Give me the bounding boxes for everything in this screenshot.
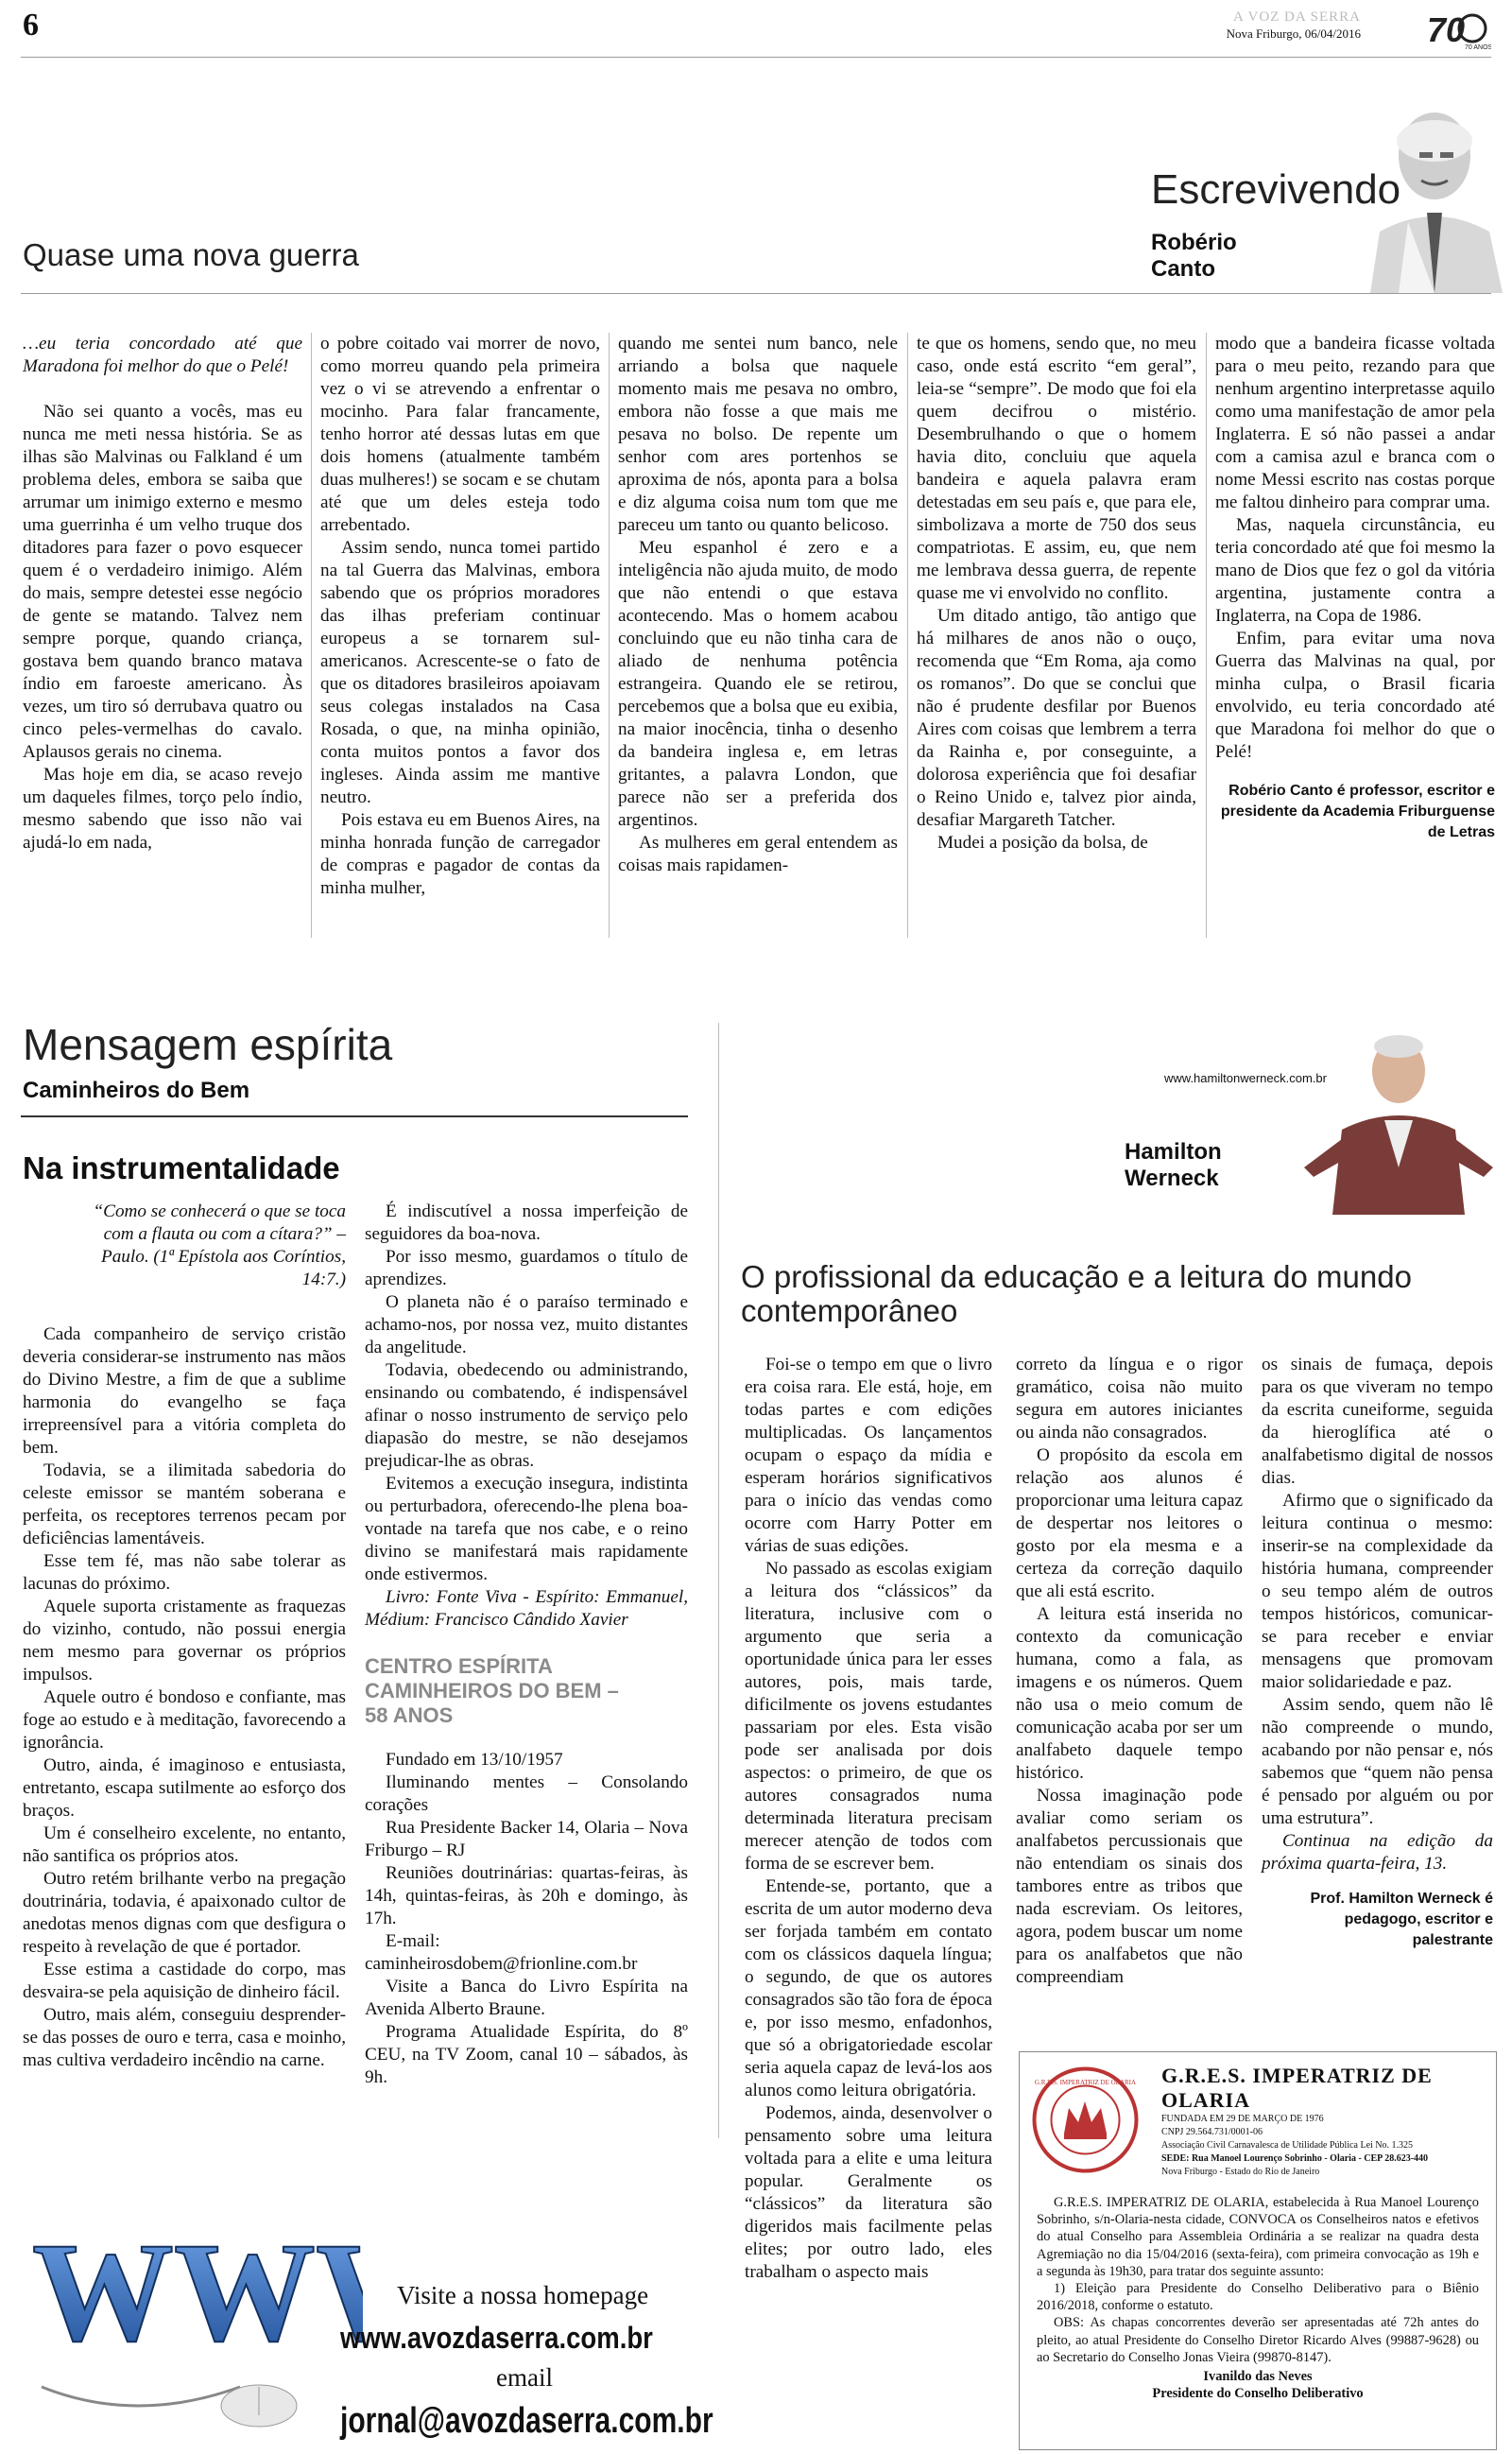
- paragraph: Não sei quanto a vocês, mas eu nunca me meti nessa história. Se as ilhas são Malvinas ou Falkland é um problema deles, embora se saiba que arrumar um inimigo externo e mesmo uma guerrinha é um velho truque dos ditadores para fazer o povo esquecer quem é o verdadeiro inimigo. Além do mais, sempre detestei esse negócio de gente se matando. Talvez nem sempre porque, quando criança, gostava bem quando branco matava índio em faroeste americano. Às vezes, um tiro só derrubava quatro ou cinco peles-vermelhas do cavalo. Aplausos gerais no cinema.: [23, 402, 302, 762]
- anniversary-logo: [1425, 9, 1491, 51]
- header-rule: [21, 57, 1491, 58]
- paragraph: É indiscutível a nossa imperfeição de seguidores da boa-nova.: [365, 1201, 688, 1244]
- page-number: 6: [23, 8, 39, 43]
- paragraph: Esse estima a castidade do corpo, mas desvaira-se pela aquisição de dinheiro fácil.: [23, 1960, 346, 2002]
- paragraph: Esse tem fé, mas não sabe tolerar as lacunas do próximo.: [23, 1551, 346, 1594]
- section-title-espirita: Mensagem espírita: [23, 1020, 393, 1069]
- educacao-column-2: [1016, 1354, 1243, 1989]
- www-art-text: WW: [32, 2214, 316, 2371]
- center-info-line: Visite a Banca do Livro Espírita na Avenida Alberto Braune.: [365, 1977, 688, 2019]
- author-website[interactable]: www.hamiltonwerneck.com.br: [1164, 1071, 1327, 1085]
- escrevendo-column-5: [1215, 333, 1495, 843]
- author-first-name: Hamilton: [1125, 1139, 1222, 1165]
- author-last-name: Werneck: [1125, 1166, 1219, 1191]
- newspaper-email[interactable]: jornal@avozdaserra.com.br: [340, 2401, 713, 2441]
- notice-text: [1037, 2194, 1479, 2402]
- author-name: [1151, 230, 1237, 283]
- espirita-column-2: [365, 1201, 688, 2089]
- paragraph: os sinais de fumaça, depois para os que viveram no tempo da escrita cuneiforme, seguida da hieroglífica até o analfabetismo digital de nossos dias.: [1262, 1355, 1493, 1488]
- samba-school-seal: [1031, 2065, 1140, 2174]
- author-last-name: Canto: [1151, 256, 1215, 282]
- center-heading: CENTRO ESPÍRITA CAMINHEIROS DO BEM – 58 ANOS: [365, 1654, 619, 1727]
- paragraph: Enfim, para evitar uma nova Guerra das Malvinas na qual, por minha culpa, o Brasil ficaria envolvido, eu teria concordado até que Maradona foi melhor do que o Pelé!: [1215, 629, 1495, 762]
- paragraph: correto da língua e o rigor gramático, coisa não muito segura em autores iniciantes ou ainda não consagrados.: [1016, 1355, 1243, 1443]
- paragraph: No passado as escolas exigiam a leitura dos “clássicos” da literatura, inclusive com o argumento que seria a oportunidade única para ler esses autores, pois, mais tarde, dificilmente os jovens estudantes passariam por eles. Esta visão pode ser analisada por dois aspectos: o primeiro, de que os autores consagrados numa determinada literatura precisam merecer atenção de todos com forma de se escrever bem.: [745, 1559, 992, 1874]
- paper-name: A VOZ DA SERRA: [1233, 9, 1361, 25]
- book-source: Livro: Fonte Viva - Espírito: Emmanuel, Médium: Francisco Cândido Xavier: [365, 1587, 688, 1630]
- paragraph: Cada companheiro de serviço cristão deveria considerar-se instrumento nas mãos do Divino Mestre, a fim de que a sublime harmonia do evangelho se faça irrepreensível para a vitória completa do bem.: [23, 1324, 346, 1458]
- escrevendo-column-4: [917, 333, 1196, 855]
- espirita-column-1: [23, 1201, 346, 2072]
- notice-item: 1) Eleição para Presidente do Conselho Deliberativo para o Biênio 2016/2018, conforme o estatuto.: [1037, 2281, 1479, 2314]
- org-address: SEDE: Rua Manoel Lourenço Sobrinho - Olaria - CEP 28.623-440: [1161, 2153, 1429, 2164]
- paragraph: Mas hoje em dia, se acaso revejo um daqueles filmes, torço pelo índio, mesmo sabendo que isso não vai ajudá-lo em nada,: [23, 765, 302, 853]
- column-separator: [1206, 333, 1207, 938]
- educacao-column-3: [1262, 1354, 1493, 1951]
- notice-body: G.R.E.S. IMPERATRIZ DE OLARIA, estabelecida à Rua Manoel Lourenço Sobrinho, s/n-Olaria-nesta cidade, CONVOCA os Conselheiros natos e efetivos do atual Conselho para Assembleia Ordinária a se realizar na quadra desta Agremiação no dia 15/04/2016 (sexta-feira), com primeira convocação as 19h e a segunda às 19h30, para tratar dos seguinte assunto:: [1037, 2195, 1479, 2279]
- homepage-label: Visite a nossa homepage: [397, 2281, 649, 2309]
- logo-text: 70 ANOS: [1465, 44, 1491, 51]
- org-association: Associação Civil Carnavalesca de Utilidade Pública Lei No. 1.325: [1161, 2140, 1414, 2151]
- svg-text:70: 70: [1427, 10, 1466, 49]
- paragraph: Outro retém brilhante verbo na pregação doutrinária, todavia, é apaixonado cultor de anedotas menos dignas com que desfigura o respeito à revelação de que é portador.: [23, 1869, 346, 1957]
- article-title: Quase uma nova guerra: [23, 237, 359, 272]
- center-info-line: Programa Atualidade Espírita, do 8º CEU, na TV Zoom, canal 10 – sábados, às 9h.: [365, 2022, 688, 2087]
- edition-date: Nova Friburgo, 06/04/2016: [1226, 26, 1361, 41]
- paragraph: Evitemos a execução insegura, indistinta ou perturbadora, oferecendo-lhe plena boa-vontade na tarefa que nos cabe, e o reino divino se manifestará mais rapidamente onde estivermos.: [365, 1474, 688, 1584]
- paragraph: A leitura está inserida no contexto da comunicação humana, como a fala, as imagens e os números. Quem não usa o meio comum de comunicação acaba por ser um analfabeto daquele tempo histórico.: [1016, 1604, 1243, 1783]
- signer-title: Presidente do Conselho Deliberativo: [1152, 2386, 1364, 2402]
- org-founded: FUNDADA EM 29 DE MARÇO DE 1976: [1161, 2114, 1324, 2124]
- paragraph: Foi-se o tempo em que o livro era coisa rara. Ele está, hoje, em todas partes e com edições multiplicadas. Os lançamentos ocupam o espaço da mídia e esperam horários significativos para o início das vendas como ocorre com Harry Potter em várias de suas edições.: [745, 1355, 992, 1556]
- notice-obs: OBS: As chapas concorrentes deverão ser apresentadas até 72h antes do pleito, ao atual Presidente do Conselho Diretor Ricardo Alves (99887-9628) ou ao Secretario do Conselho Jonas Vieira (99870-8147).: [1037, 2315, 1479, 2365]
- center-info-line: Iluminando mentes – Consolando corações: [365, 1772, 688, 1815]
- paragraph: Assim sendo, quem não lê não compreende o mundo, acabando por não pensar e, nós sabemos que “quem não pensa é pensado por alguém ou por uma estrutura”.: [1262, 1695, 1493, 1828]
- paragraph: Todavia, obedecendo ou administrando, ensinando ou combatendo, é indispensável afinar o nosso instrumento de serviço pelo diapasão do mestre, se não desejamos prejudicar-lhe as obras.: [365, 1360, 688, 1471]
- paragraph: Afirmo que o significado da leitura continua o mesmo: inserir-se na complexidade da história humana, compreender o seu tempo além de outros tempos históricos, comunicar-se para receber e enviar mensagens que promovam maior solidariedade e paz.: [1262, 1491, 1493, 1692]
- section-subtitle: Caminheiros do Bem: [23, 1078, 250, 1103]
- paragraph: As mulheres em geral entendem as coisas mais rapidamen-: [618, 833, 898, 875]
- paragraph: modo que a bandeira ficasse voltada para o meu peito, rezando para que nenhum argentino interpretasse aquilo como uma manifestação de amor pela Inglaterra. E só não passei a andar com a camisa azul e branca com o nome Messi escrito nas costas porque me faltou dinheiro para comprar uma.: [1215, 334, 1495, 512]
- org-letterhead: [1161, 2064, 1483, 2179]
- paragraph: Podemos, ainda, desenvolver o pensamento sobre uma leitura voltada para a elite e uma leitura popular. Geralmente os “clássicos” da literatura são digeridos mais facilmente pelas elites; por outro lado, eles trabalham o aspecto mais: [745, 2103, 992, 2282]
- paragraph: Entende-se, portanto, que a escrita de um autor moderno deva ser forjada também em contato com os clássicos daquela língua; o segundo, de que os autores consagrados são tão fora de época e, por isso mesmo, enfadonhos, que só a obrigatoriedade escolar seria aquela capaz de levá-los aos alunos como leitura obrigatória.: [745, 1876, 992, 2100]
- article-title: Na instrumentalidade: [23, 1150, 340, 1185]
- paragraph: quando me sentei num banco, nele arriando a bolsa que naquele momento mais me pesava no ombro, embora não fosse a que mais me pesava no bolso. De repente um senhor com ares portenhos se aproxima de nós, aponta para a bolsa e diz alguma coisa num tom que me pareceu um tanto ou quanto belicoso.: [618, 334, 898, 535]
- paragraph: Por isso mesmo, guardamos o título de aprendizes.: [365, 1247, 688, 1289]
- column-section-title: Escrevivendo: [1151, 166, 1401, 213]
- paragraph: Um ditado antigo, tão antigo que há milhares de anos não o ouço, recomenda que “Em Roma, aja como os romanos”. Do que se conclui que não é prudente desfilar por Buenos Aires com coisas que lembrem a terra da Rainha e, por conseguinte, a dolorosa experiência que foi desafiar o Reino Unido e, talvez pior ainda, desafiar Margareth Tatcher.: [917, 606, 1196, 830]
- paragraph: o pobre coitado vai morrer de novo, como morreu quando pela primeira vez o vi se atrevendo a enfrentar o mocinho. Para falar francamente, tenho horror até dessas lutas em que dois homens (atualmente também duas mulheres!) se socam e se chutam até que um deles esteja todo arrebentado.: [320, 334, 600, 535]
- paragraph: Meu espanhol é zero e a inteligência não ajuda muito, de modo que não entendi o que estava acontecendo. Mas o homem acabou concluindo que eu não tinha cara de aliado de nenhuma potência estrangeira. Quando ele se retirou, percebemos que a bolsa que eu exibia, na maior inocência, tinha o desenho da bandeira inglesa e, em letras gritantes, a palavra London, que parece não ser a preferida dos argentinos.: [618, 538, 898, 830]
- paragraph: Mas, naquela circunstância, eu teria concordado até que foi mesmo la mano de Dios que fez o gol da vitória argentina, justamente contra a Inglaterra, na Copa de 1986.: [1215, 515, 1495, 626]
- www-artwork: [23, 2198, 363, 2444]
- article-lead: …eu teria concordado até que Maradona foi melhor do que o Pelé!: [23, 334, 302, 376]
- paragraph: Um é conselheiro excelente, no entanto, não santifica os próprios atos.: [23, 1823, 346, 1866]
- center-info-line: Reuniões doutrinárias: quartas-feiras, às 14h, quintas-feiras, às 20h e domingo, às 17h.: [365, 1863, 688, 1928]
- escrevendo-column-3: [618, 333, 898, 877]
- continued-note: Continua na edição da próxima quarta-feira, 13.: [1262, 1831, 1493, 1874]
- paragraph: Nossa imaginação pode avaliar como seriam os analfabetos percussionais que não entendiam os sinais dos tambores entre as tribos que nada escreviam. Os leitores, agora, podem buscar um nome para os analfabetos que não compreendiam: [1016, 1786, 1243, 1987]
- escrevendo-column-1: [23, 333, 302, 855]
- author-bio: Prof. Hamilton Werneck é pedagogo, escritor e palestrante: [1310, 1891, 1493, 1948]
- section-separator: [718, 1023, 719, 2138]
- epigraph: “Como se conhecerá o que se toca com a flauta ou com a cítara?” – Paulo. (1ª Epístola aos Coríntios, 14:7.): [93, 1201, 346, 1289]
- article-title: O profissional da educação e a leitura do mundo contemporâneo: [741, 1259, 1412, 1328]
- org-city: Nova Friburgo - Estado do Rio de Janeiro: [1161, 2167, 1320, 2177]
- escrevendo-column-2: [320, 333, 600, 900]
- paragraph: Todavia, se a ilimitada sabedoria do celeste emissor se mantém soberana e perfeita, os receptores terrenos pecam por deficiências lamentáveis.: [23, 1460, 346, 1548]
- center-info-line: Fundado em 13/10/1957: [386, 1750, 563, 1770]
- column-separator: [907, 333, 908, 938]
- paragraph: O propósito da escola em relação aos alunos é proporcionar uma leitura capaz de despertar nos leitores o gosto por ela mesma e a certeza da correção daquilo que ali está escrito.: [1016, 1445, 1243, 1601]
- paragraph: Assim sendo, nunca tomei partido na tal Guerra das Malvinas, embora sabendo que os próprios moradores das ilhas preferiam continuar europeus a se tornarem sul-americanos. Acrescente-se o fato de que os ditadores brasileiros apoiavam seus colegas instalados na Casa Rosada, o que, na minha opinião, conta muitos pontos a favor dos ingleses. Ainda assim me mantive neutro.: [320, 538, 600, 807]
- org-name: G.R.E.S. IMPERATRIZ DE OLARIA: [1161, 2064, 1433, 2112]
- author-first-name: Robério: [1151, 230, 1237, 255]
- email-label: email: [496, 2363, 553, 2392]
- classified-notice-box: [1019, 2051, 1497, 2450]
- paragraph: O planeta não é o paraíso terminado e achamo-nos, por nossa vez, muito distantes da angelitude.: [365, 1292, 688, 1357]
- paragraph: Outro, ainda, é imaginoso e entusiasta, entretanto, escapa sutilmente ao esforço dos braços.: [23, 1755, 346, 1821]
- author-photo-hamilton: [1304, 1026, 1493, 1215]
- paragraph: te que os homens, sendo que, no meu caso, onde está escrito “em geral”, leia-se “sempre”. De modo que foi ela quem decifrou o mistério. Desembrulhando o que o homem havia dito, concluiu que aquela bandeira e aquela palavra eram detestadas em seu país e, que para ele, simbolizava a morte de 750 dos seus compatriotas. E assim, eu, que nem me lembrava dessa guerra, de repente quase me vi envolvido no conflito.: [917, 334, 1196, 603]
- org-cnpj: CNPJ 29.564.731/0001-06: [1161, 2127, 1263, 2137]
- signer-name: Ivanildo das Neves: [1203, 2369, 1313, 2385]
- paragraph: Aquele suporta cristamente as fraquezas do vizinho, contudo, não possui energia nem mesmo para governar os próprios impulsos.: [23, 1597, 346, 1685]
- author-bio: Robério Canto é professor, escritor e presidente da Academia Friburguense de Letras: [1220, 783, 1495, 840]
- author-photo-roberio: [1361, 99, 1503, 293]
- homepage-url[interactable]: www.avozdaserra.com.br: [340, 2321, 653, 2355]
- paragraph: Pois estava eu em Buenos Aires, na minha honrada função de carregador de compras e pagador de contas da minha mulher,: [320, 810, 600, 898]
- paragraph: Aquele outro é bondoso e confiante, mas foge ao estudo e à meditação, favorecendo a ignorância.: [23, 1687, 346, 1753]
- masthead: [1227, 9, 1361, 42]
- article-rule: [21, 293, 1491, 294]
- center-email: E-mail: caminheirosdobem@frionline.com.br: [365, 1931, 638, 1974]
- column-separator: [311, 333, 312, 938]
- educacao-column-1: [745, 1354, 992, 2284]
- center-info-line: Rua Presidente Backer 14, Olaria – Nova Friburgo – RJ: [365, 1818, 688, 1860]
- paragraph: Outro, mais além, conseguiu desprender-se das posses de ouro e terra, casa e moinho, mas cultiva verdadeiro incêndio na carne.: [23, 2005, 346, 2070]
- column-separator: [609, 333, 610, 938]
- seal-text: G.R.E.S. IMPERATRIZ DE OLARIA: [1034, 2079, 1137, 2086]
- author-name: [1125, 1139, 1222, 1192]
- paragraph: Mudei a posição da bolsa, de: [937, 833, 1148, 853]
- section-rule: [21, 1115, 688, 1117]
